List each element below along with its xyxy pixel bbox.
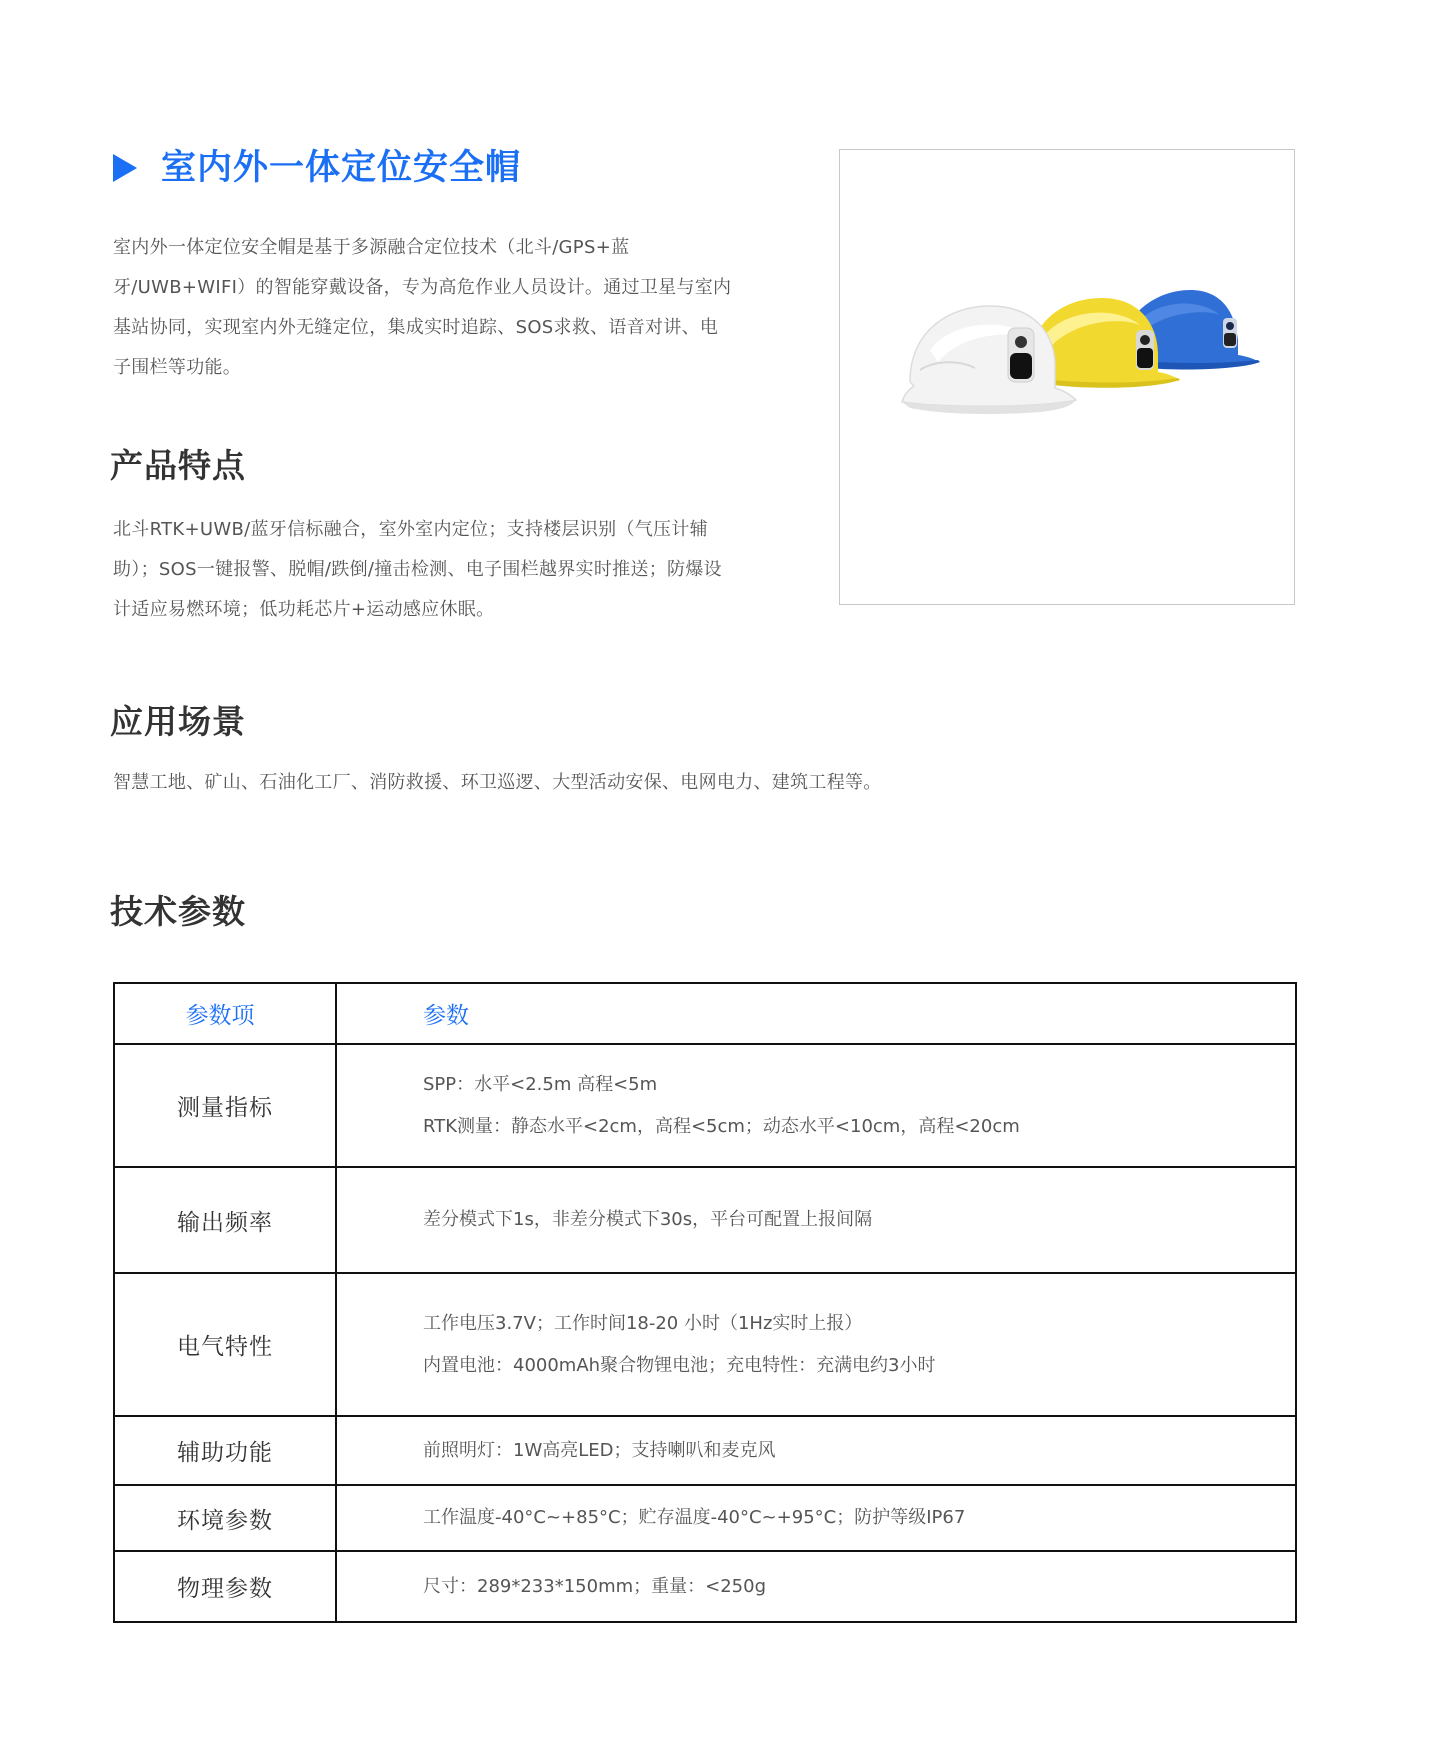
- specs-heading: 技术参数: [110, 892, 246, 931]
- row-value: [336, 1167, 1296, 1273]
- row-value: [336, 1044, 1296, 1167]
- product-image: [839, 149, 1295, 605]
- row-value: [336, 1416, 1296, 1485]
- row-value-line: 尺寸：289*233*150mm；重量：<250g: [423, 1575, 767, 1597]
- table-row: [114, 1044, 1296, 1167]
- features-heading: 产品特点: [110, 446, 246, 485]
- row-key: 输出频率: [114, 1167, 336, 1273]
- row-value-line: 差分模式下1s，非差分模式下30s，平台可配置上报间隔: [423, 1209, 873, 1230]
- row-key: 辅助功能: [114, 1416, 336, 1485]
- helmets-illustration: [840, 150, 1296, 606]
- table-row: [114, 1273, 1296, 1416]
- column-header-param-item: 参数项: [114, 983, 336, 1044]
- table-header-row: [114, 983, 1296, 1044]
- table-row: [114, 1167, 1296, 1273]
- table-row: [114, 1551, 1296, 1622]
- scenes-text: 智慧工地、矿山、石油化工厂、消防救援、环卫巡逻、大型活动安保、电网电力、建筑工程等。: [113, 772, 882, 793]
- table-row: [114, 1416, 1296, 1485]
- row-value-line: SPP：水平<2.5m 高程<5m: [423, 1073, 658, 1095]
- spec-table: [113, 982, 1297, 1623]
- product-title-row: [113, 144, 521, 192]
- row-value: [336, 1485, 1296, 1551]
- scenes-heading: 应用场景: [110, 702, 246, 741]
- triangle-bullet-icon: [113, 154, 137, 182]
- table-row: [114, 1485, 1296, 1551]
- row-value-line: 工作电压3.7V；工作时间18-20 小时（1Hz实时上报）: [423, 1312, 863, 1334]
- row-value-line: 内置电池：4000mAh聚合物锂电池；充电特性：充满电约3小时: [423, 1354, 936, 1376]
- row-value-line: 前照明灯：1W高亮LED；支持喇叭和麦克风: [423, 1439, 776, 1461]
- row-value-line: RTK测量：静态水平<2cm，高程<5cm；动态水平<10cm，高程<20cm: [423, 1115, 1020, 1137]
- row-key: 环境参数: [114, 1485, 336, 1551]
- features-text: 北斗RTK+UWB/蓝牙信标融合，室外室内定位；支持楼层识别（气压计辅助）；SOS一键报警、脱帽/跌倒/撞击检测、电子围栏越界实时推送；防爆设计适应易燃环境；低功耗芯片+运动感应休眠。: [113, 519, 722, 620]
- row-value-line: 工作温度-40°C~+85°C；贮存温度-40°C~+95°C；防护等级IP67: [423, 1507, 966, 1528]
- column-header-param: 参数: [336, 983, 1296, 1044]
- row-key: 物理参数: [114, 1551, 336, 1622]
- row-value: [336, 1273, 1296, 1416]
- row-key: 电气特性: [114, 1273, 336, 1416]
- product-intro: 室内外一体定位安全帽是基于多源融合定位技术（北斗/GPS+蓝牙/UWB+WIFI）的智能穿戴设备，专为高危作业人员设计。通过卫星与室内基站协同，实现室内外无缝定位，集成实时追踪、SOS求救、语音对讲、电子围栏等功能。: [113, 237, 732, 378]
- product-title: 室内外一体定位安全帽: [161, 148, 522, 188]
- row-value: [336, 1551, 1296, 1622]
- row-key: 测量指标: [114, 1044, 336, 1167]
